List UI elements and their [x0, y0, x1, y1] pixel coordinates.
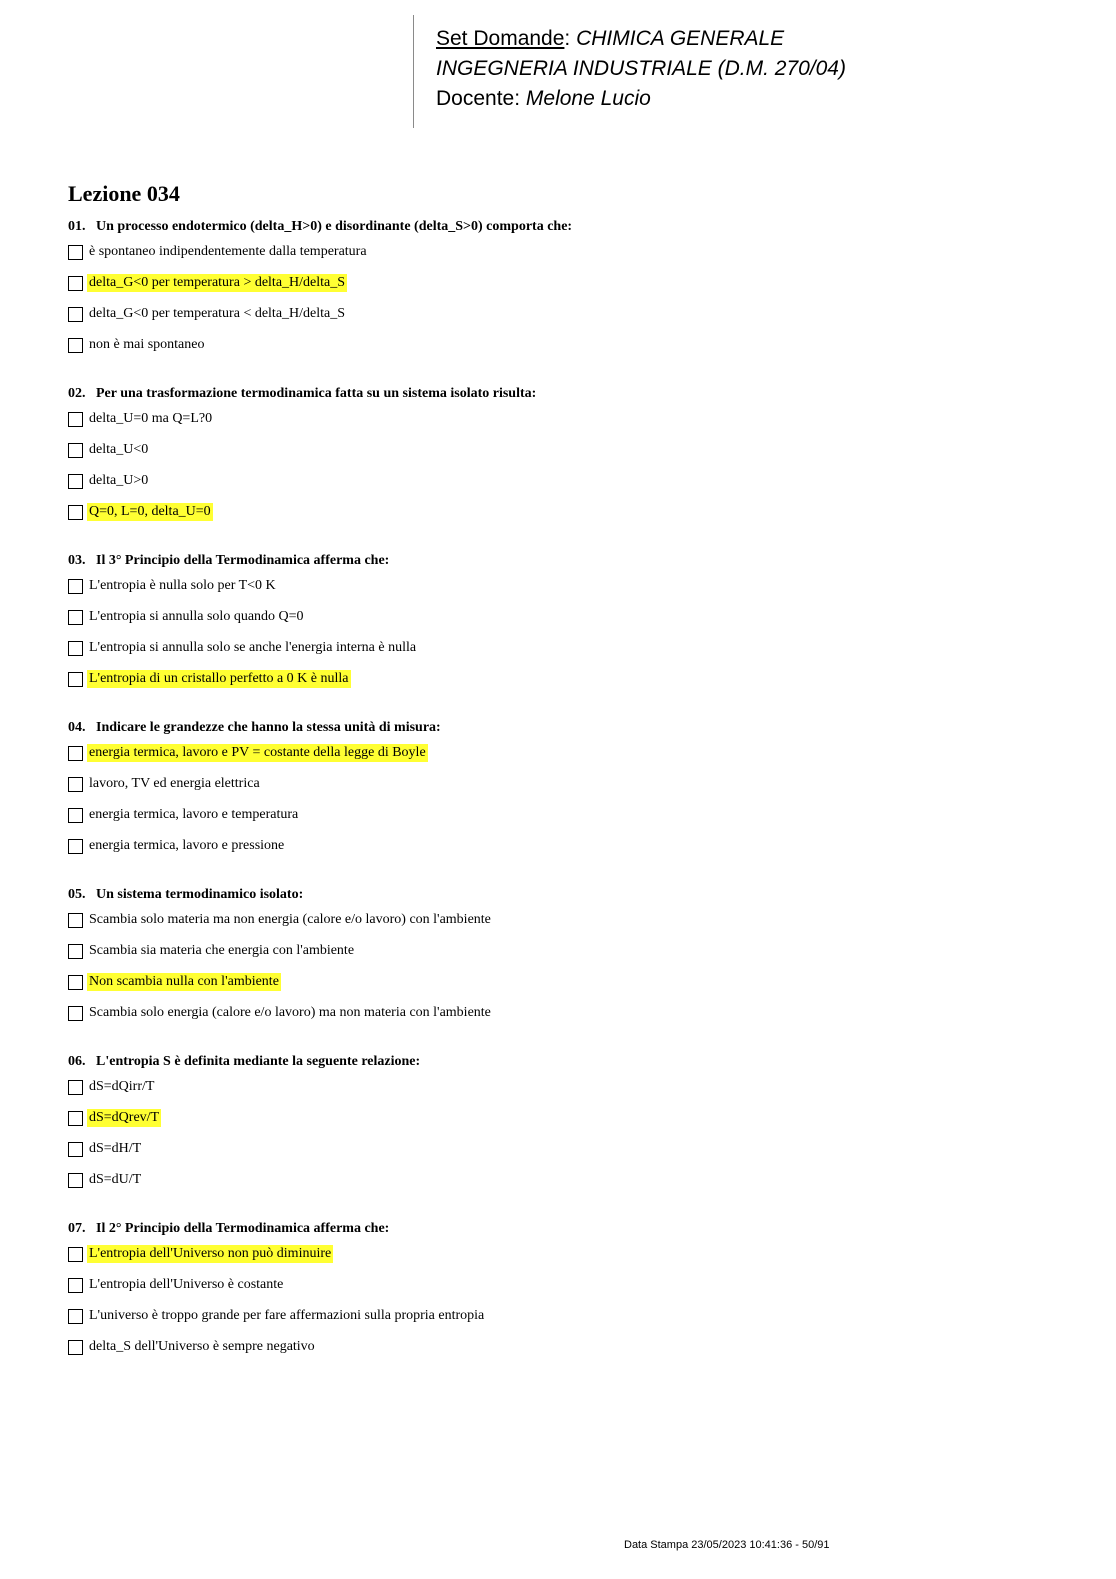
teacher-line — [436, 84, 846, 114]
question-number: 01. — [68, 219, 86, 234]
answer-option — [68, 942, 1048, 973]
answer-checkbox[interactable] — [68, 1142, 83, 1157]
answer-option — [68, 243, 1048, 274]
question-block — [68, 383, 1048, 550]
answer-option — [68, 911, 1048, 942]
answer-option-correct — [68, 503, 1048, 534]
answer-checkbox[interactable] — [68, 307, 83, 322]
question-label: Per una trasformazione termodinamica fatta su un sistema isolato risulta: — [96, 386, 537, 401]
course-line — [436, 24, 846, 54]
question-block — [68, 1051, 1048, 1218]
answer-checkbox[interactable] — [68, 913, 83, 928]
question-text — [68, 884, 1048, 911]
question-block — [68, 550, 1048, 717]
answer-text: L'entropia è nulla solo per T<0 K — [89, 578, 276, 593]
question-text — [68, 383, 1048, 410]
question-block — [68, 1218, 1048, 1385]
question-text — [68, 717, 1048, 744]
answer-text: lavoro, TV ed energia elettrica — [89, 776, 260, 791]
answer-checkbox[interactable] — [68, 746, 83, 761]
answer-text: L'entropia di un cristallo perfetto a 0 K è nulla — [89, 671, 349, 686]
answer-checkbox[interactable] — [68, 975, 83, 990]
answer-option — [68, 775, 1048, 806]
question-number: 05. — [68, 887, 86, 902]
answer-text: energia termica, lavoro e pressione — [89, 838, 285, 853]
question-label: L'entropia S è definita mediante la seguente relazione: — [96, 1054, 421, 1069]
answer-option-correct — [68, 744, 1048, 775]
answer-text: dS=dU/T — [89, 1172, 142, 1187]
answer-option — [68, 1276, 1048, 1307]
answer-option-correct — [68, 1109, 1048, 1140]
answer-checkbox[interactable] — [68, 672, 83, 687]
answer-option — [68, 806, 1048, 837]
answer-option-correct — [68, 1245, 1048, 1276]
answer-checkbox[interactable] — [68, 474, 83, 489]
answer-text: dS=dQrev/T — [89, 1110, 160, 1125]
question-text — [68, 1218, 1048, 1245]
question-text — [68, 1051, 1048, 1078]
question-label: Un processo endotermico (delta_H>0) e disordinante (delta_S>0) comporta che: — [96, 219, 573, 234]
answer-checkbox[interactable] — [68, 641, 83, 656]
set-colon: : — [564, 27, 577, 50]
answer-checkbox[interactable] — [68, 579, 83, 594]
answer-option — [68, 1140, 1048, 1171]
answer-option — [68, 410, 1048, 441]
answer-checkbox[interactable] — [68, 777, 83, 792]
answer-checkbox[interactable] — [68, 1340, 83, 1355]
answer-checkbox[interactable] — [68, 839, 83, 854]
answer-option — [68, 441, 1048, 472]
answer-option — [68, 1004, 1048, 1035]
answer-text: energia termica, lavoro e temperatura — [89, 807, 299, 822]
answer-option — [68, 1078, 1048, 1109]
question-block — [68, 717, 1048, 884]
answer-text: L'entropia dell'Universo non può diminuire — [89, 1246, 332, 1261]
answer-text: energia termica, lavoro e PV = costante della legge di Boyle — [89, 745, 426, 760]
answer-text: Non scambia nulla con l'ambiente — [89, 974, 279, 989]
header-divider — [413, 15, 414, 128]
question-number: 02. — [68, 386, 86, 401]
answer-checkbox[interactable] — [68, 1080, 83, 1095]
question-label: Un sistema termodinamico isolato: — [96, 887, 304, 902]
question-number: 07. — [68, 1221, 86, 1236]
question-number: 03. — [68, 553, 86, 568]
answer-text: L'entropia si annulla solo se anche l'energia interna è nulla — [89, 640, 417, 655]
answer-option-correct — [68, 973, 1048, 1004]
answer-checkbox[interactable] — [68, 1173, 83, 1188]
answer-checkbox[interactable] — [68, 1111, 83, 1126]
answer-checkbox[interactable] — [68, 1278, 83, 1293]
question-text — [68, 216, 1048, 243]
question-list — [68, 216, 1048, 1385]
answer-text: Scambia solo energia (calore e/o lavoro) ma non materia con l'ambiente — [89, 1005, 491, 1020]
answer-checkbox[interactable] — [68, 245, 83, 260]
answer-option — [68, 1307, 1048, 1338]
answer-checkbox[interactable] — [68, 1309, 83, 1324]
question-number: 06. — [68, 1054, 86, 1069]
answer-text: Scambia solo materia ma non energia (calore e/o lavoro) con l'ambiente — [89, 912, 491, 927]
question-block — [68, 884, 1048, 1051]
answer-text: L'universo è troppo grande per fare affermazioni sulla propria entropia — [89, 1308, 485, 1323]
answer-checkbox[interactable] — [68, 1006, 83, 1021]
question-label: Il 2° Principio della Termodinamica afferma che: — [96, 1221, 390, 1236]
answer-text: delta_G<0 per temperatura < delta_H/delta_S — [89, 306, 346, 321]
answer-text: delta_S dell'Universo è sempre negativo — [89, 1339, 315, 1354]
answer-text: L'entropia dell'Universo è costante — [89, 1277, 284, 1292]
teacher-name: Melone Lucio — [525, 87, 651, 110]
answer-checkbox[interactable] — [68, 610, 83, 625]
answer-checkbox[interactable] — [68, 338, 83, 353]
answer-text: dS=dQirr/T — [89, 1079, 155, 1094]
answer-option-correct — [68, 670, 1048, 701]
answer-checkbox[interactable] — [68, 808, 83, 823]
teacher-label: Docente: — [436, 87, 526, 110]
question-block — [68, 216, 1048, 383]
question-number: 04. — [68, 720, 86, 735]
answer-checkbox[interactable] — [68, 412, 83, 427]
answer-text: delta_U=0 ma Q=L?0 — [89, 411, 213, 426]
answer-checkbox[interactable] — [68, 276, 83, 291]
answer-text: delta_U<0 — [89, 442, 149, 457]
answer-text: Scambia sia materia che energia con l'ambiente — [89, 943, 355, 958]
answer-checkbox[interactable] — [68, 505, 83, 520]
document-header — [436, 24, 846, 114]
answer-option — [68, 608, 1048, 639]
set-label: Set Domande — [436, 27, 565, 50]
answer-option — [68, 305, 1048, 336]
answer-text: Q=0, L=0, delta_U=0 — [89, 504, 211, 519]
degree-line: INGEGNERIA INDUSTRIALE (D.M. 270/04) — [436, 57, 846, 80]
answer-checkbox[interactable] — [68, 1247, 83, 1262]
answer-option — [68, 472, 1048, 503]
question-label: Indicare le grandezze che hanno la stessa unità di misura: — [96, 720, 441, 735]
answer-option — [68, 639, 1048, 670]
answer-text: L'entropia si annulla solo quando Q=0 — [89, 609, 304, 624]
answer-checkbox[interactable] — [68, 443, 83, 458]
answer-text: dS=dH/T — [89, 1141, 142, 1156]
course-name: CHIMICA GENERALE — [576, 27, 785, 50]
answer-option — [68, 837, 1048, 868]
answer-option-correct — [68, 274, 1048, 305]
answer-option — [68, 577, 1048, 608]
answer-option — [68, 336, 1048, 367]
answer-checkbox[interactable] — [68, 944, 83, 959]
answer-text: non è mai spontaneo — [89, 337, 205, 352]
question-text — [68, 550, 1048, 577]
answer-text: delta_U>0 — [89, 473, 149, 488]
answer-text: è spontaneo indipendentemente dalla temperatura — [89, 244, 367, 259]
answer-option — [68, 1171, 1048, 1202]
lesson-title: Lezione 034 — [68, 181, 180, 206]
answer-text: delta_G<0 per temperatura > delta_H/delta_S — [89, 275, 346, 290]
question-label: Il 3° Principio della Termodinamica afferma che: — [96, 553, 390, 568]
answer-option — [68, 1338, 1048, 1369]
print-footer: Data Stampa 23/05/2023 10:41:36 - 50/91 — [624, 1539, 830, 1551]
